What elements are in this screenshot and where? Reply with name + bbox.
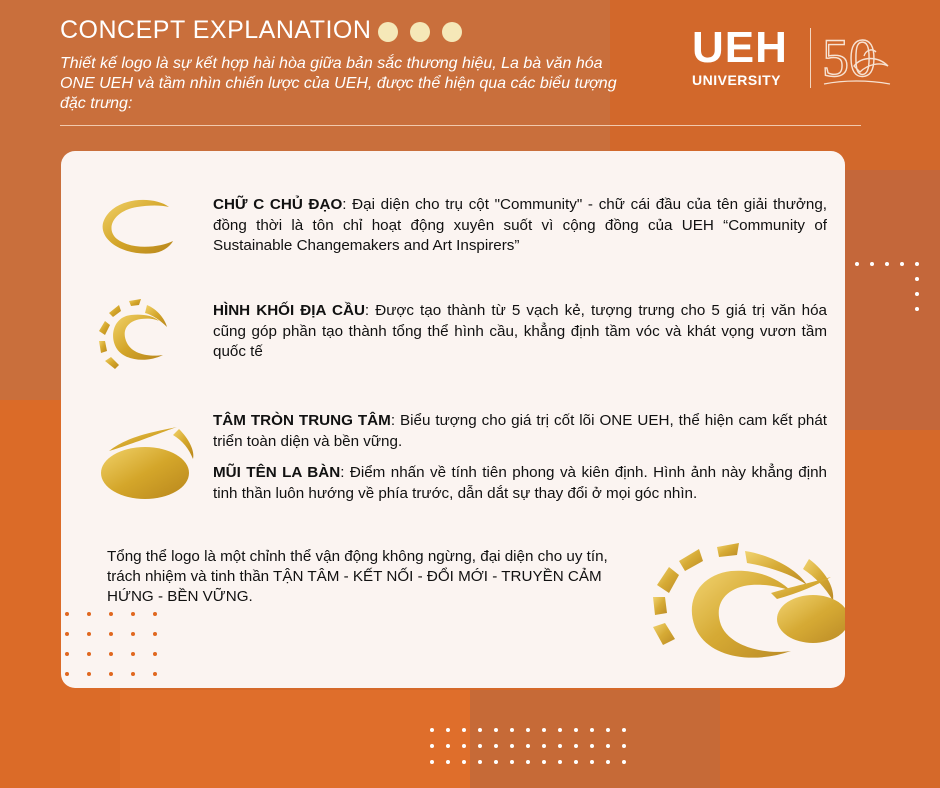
globe-arcs-icon bbox=[95, 297, 175, 377]
dots-decoration bbox=[65, 612, 157, 676]
dot-icon bbox=[378, 22, 398, 42]
header-divider bbox=[60, 125, 861, 126]
item-description: : Đại diện cho trụ cột "Community" - chữ cái đầu của tên giải thưởng, đồng thời là tôn chỉ hoạt động xuyên suốt vì cộng đồng của UEH “Community of Sustainable Changemakers and Art Inspirers” bbox=[213, 196, 827, 254]
concept-card bbox=[61, 151, 845, 688]
dot-icon bbox=[442, 22, 462, 42]
title-dots-decoration bbox=[378, 22, 462, 42]
brand-separator bbox=[810, 28, 811, 88]
brand-subtitle: UNIVERSITY bbox=[692, 72, 782, 88]
background-panel bbox=[120, 690, 470, 788]
item-term: HÌNH KHỐI ĐỊA CẦU bbox=[213, 302, 365, 319]
item-description: : Biểu tượng cho giá trị cốt lõi ONE UEH, thể hiện cam kết phát triển toàn diện và bền vững. bbox=[213, 412, 827, 450]
anniversary-number: 50 bbox=[822, 28, 876, 88]
brand-name: UEH bbox=[692, 23, 788, 72]
concept-item bbox=[213, 301, 827, 363]
center-circle-icon bbox=[99, 423, 195, 503]
summary-text: Tổng thể logo là một chỉnh thể vận động không ngừng, đại diện cho uy tín, trách nhiệm và tinh thần TẬN TÂM - KẾT NỐI - ĐỔI MỚI - TRUYỀN CẢM HỨNG - BỀN VỮNG. bbox=[107, 548, 608, 605]
page-title: CONCEPT EXPLANATION bbox=[60, 16, 372, 44]
anniversary-50-icon bbox=[820, 26, 892, 90]
item-term: MŨI TÊN LA BÀN bbox=[213, 464, 341, 481]
item-description: : Điểm nhấn về tính tiên phong và kiên định. Hình ảnh này khẳng định tinh thần luôn hướng về phía trước, dẫn dắt sự thay đổi ở mọi góc nhìn. bbox=[213, 464, 827, 502]
item-term: TÂM TRÒN TRUNG TÂM bbox=[213, 412, 391, 429]
item-description: : Được tạo thành từ 5 vạch kẻ, tượng trưng cho 5 giá trị văn hóa cũng góp phần tạo thành tổng thể hình cầu, khẳng định tầm vóc và khát vọng vươn tầm quốc tế bbox=[213, 302, 828, 360]
dots-decoration bbox=[855, 262, 919, 311]
dots-decoration bbox=[430, 728, 626, 764]
dot-icon bbox=[410, 22, 430, 42]
concept-item bbox=[213, 195, 827, 257]
intro-text: Thiết kế logo là sự kết hợp hài hòa giữa bản sắc thương hiệu, La bà văn hóa ONE UEH và tầm nhìn chiến lược của UEH, được thể hiện qua các biểu tượng đặc trưng: bbox=[60, 55, 617, 112]
concept-item bbox=[213, 411, 827, 452]
c-letter-icon bbox=[97, 197, 173, 259]
concept-item bbox=[213, 463, 827, 504]
item-term: CHỮ C CHỦ ĐẠO bbox=[213, 196, 343, 213]
logo-emblem-icon bbox=[621, 541, 845, 688]
